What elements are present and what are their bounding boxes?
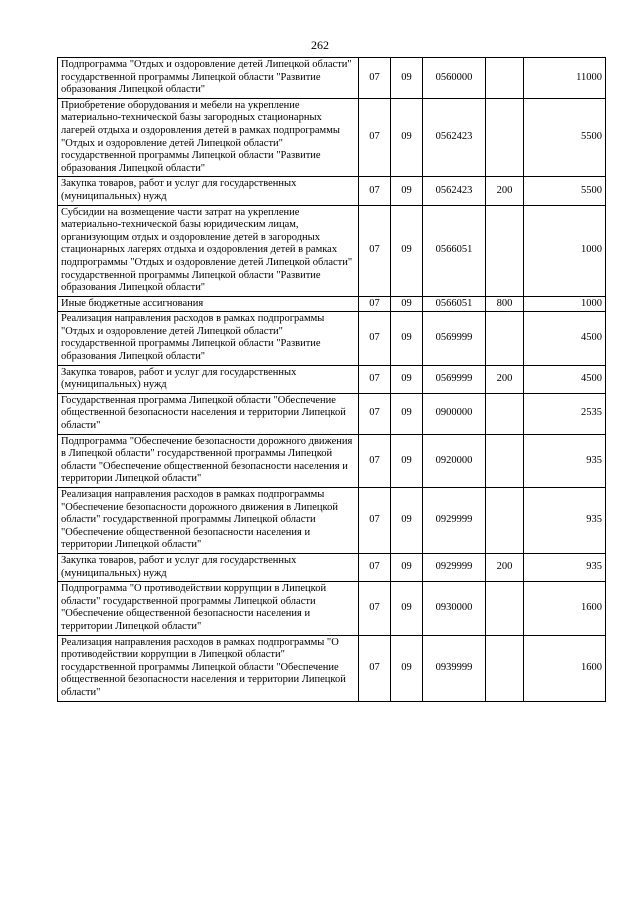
table-row (58, 296, 606, 312)
table-row (58, 553, 606, 581)
cell-name: Подпрограмма "Отдых и оздоровление детей Липецкой области" государственной программы Липецкой области "Развитие образования Липецкой области" (58, 58, 359, 99)
cell-amount: 1600 (524, 635, 606, 701)
cell-section: 07 (359, 553, 391, 581)
cell-subsection: 09 (391, 635, 423, 701)
cell-target-code: 0939999 (423, 635, 486, 701)
cell-section: 07 (359, 296, 391, 312)
cell-amount: 11000 (524, 58, 606, 99)
cell-subsection: 09 (391, 98, 423, 177)
table-row (58, 635, 606, 701)
cell-name: Приобретение оборудования и мебели на укрепление материально-технической базы загородных стационарных лагерей отдыха и оздоровления детей в рамках подпрограммы "Отдых и оздоровление детей Липецкой области" государственной программы Липецкой области "Развитие образования Липецкой области" (58, 98, 359, 177)
cell-expense-type (486, 488, 524, 554)
cell-target-code: 0900000 (423, 393, 486, 434)
cell-name: Реализация направления расходов в рамках подпрограммы "О противодействии коррупции в Липецкой области" государственной программы Липецкой области "Обеспечение общественной безопасности населения и территории Липецкой области" (58, 635, 359, 701)
cell-subsection: 09 (391, 365, 423, 393)
cell-name: Закупка товаров, работ и услуг для государственных (муниципальных) нужд (58, 365, 359, 393)
cell-name: Подпрограмма "Обеспечение безопасности дорожного движения в Липецкой области" государственной программы Липецкой области "Обеспечение общественной безопасности населения и территории Липецкой области" (58, 434, 359, 487)
cell-target-code: 0562423 (423, 98, 486, 177)
cell-target-code: 0566051 (423, 296, 486, 312)
cell-section: 07 (359, 365, 391, 393)
cell-target-code: 0920000 (423, 434, 486, 487)
cell-amount: 2535 (524, 393, 606, 434)
cell-section: 07 (359, 488, 391, 554)
cell-amount: 4500 (524, 312, 606, 365)
cell-section: 07 (359, 582, 391, 635)
cell-name: Закупка товаров, работ и услуг для государственных (муниципальных) нужд (58, 553, 359, 581)
cell-amount: 1600 (524, 582, 606, 635)
cell-subsection: 09 (391, 434, 423, 487)
cell-subsection: 09 (391, 553, 423, 581)
cell-name: Иные бюджетные ассигнования (58, 296, 359, 312)
cell-section: 07 (359, 205, 391, 296)
cell-expense-type (486, 98, 524, 177)
cell-target-code: 0569999 (423, 365, 486, 393)
cell-name: Субсидии на возмещение части затрат на укрепление материально-технической базы юридическим лицам, организующим отдых и оздоровление детей в загородных стационарных лагерях отдыха и оздоровления детей в рамках подпрограммы "Отдых и оздоровление детей Липецкой области" государственной программы Липецкой области "Развитие образования Липецкой области" (58, 205, 359, 296)
cell-expense-type: 200 (486, 177, 524, 205)
cell-subsection: 09 (391, 488, 423, 554)
cell-subsection: 09 (391, 58, 423, 99)
cell-section: 07 (359, 393, 391, 434)
table-row (58, 177, 606, 205)
table-row (58, 98, 606, 177)
table-row (58, 365, 606, 393)
cell-amount: 1000 (524, 205, 606, 296)
cell-expense-type: 200 (486, 553, 524, 581)
cell-subsection: 09 (391, 312, 423, 365)
cell-expense-type (486, 312, 524, 365)
cell-expense-type (486, 58, 524, 99)
cell-name: Закупка товаров, работ и услуг для государственных (муниципальных) нужд (58, 177, 359, 205)
cell-expense-type: 200 (486, 365, 524, 393)
cell-amount: 5500 (524, 177, 606, 205)
table-row (58, 434, 606, 487)
cell-subsection: 09 (391, 177, 423, 205)
table-row (58, 58, 606, 99)
cell-target-code: 0560000 (423, 58, 486, 99)
cell-target-code: 0929999 (423, 488, 486, 554)
cell-section: 07 (359, 58, 391, 99)
table-row (58, 582, 606, 635)
cell-name: Реализация направления расходов в рамках подпрограммы "Обеспечение безопасности дорожного движения в Липецкой области" государственной программы Липецкой области "Обеспечение общественной безопасности населения и территории Липецкой области" (58, 488, 359, 554)
cell-target-code: 0562423 (423, 177, 486, 205)
cell-expense-type (486, 205, 524, 296)
table-body (58, 58, 606, 702)
cell-target-code: 0930000 (423, 582, 486, 635)
cell-section: 07 (359, 635, 391, 701)
cell-target-code: 0929999 (423, 553, 486, 581)
cell-amount: 935 (524, 434, 606, 487)
cell-expense-type (486, 635, 524, 701)
cell-amount: 4500 (524, 365, 606, 393)
cell-amount: 935 (524, 553, 606, 581)
cell-name: Подпрограмма "О противодействии коррупции в Липецкой области" государственной программы Липецкой области "Обеспечение общественной безопасности населения и территории Липецкой области" (58, 582, 359, 635)
table-row (58, 205, 606, 296)
cell-name: Реализация направления расходов в рамках подпрограммы "Отдых и оздоровление детей Липецкой области" государственной программы Липецкой области "Развитие образования Липецкой области" (58, 312, 359, 365)
cell-target-code: 0569999 (423, 312, 486, 365)
cell-expense-type (486, 434, 524, 487)
cell-subsection: 09 (391, 393, 423, 434)
table-row (58, 312, 606, 365)
cell-section: 07 (359, 177, 391, 205)
table-row (58, 393, 606, 434)
cell-section: 07 (359, 312, 391, 365)
cell-expense-type: 800 (486, 296, 524, 312)
cell-subsection: 09 (391, 205, 423, 296)
cell-expense-type (486, 393, 524, 434)
cell-section: 07 (359, 98, 391, 177)
cell-amount: 5500 (524, 98, 606, 177)
page-number: 262 (311, 38, 329, 52)
cell-subsection: 09 (391, 296, 423, 312)
table-row (58, 488, 606, 554)
cell-expense-type (486, 582, 524, 635)
cell-section: 07 (359, 434, 391, 487)
cell-subsection: 09 (391, 582, 423, 635)
cell-amount: 935 (524, 488, 606, 554)
cell-target-code: 0566051 (423, 205, 486, 296)
cell-name: Государственная программа Липецкой области "Обеспечение общественной безопасности населения и территории Липецкой области" (58, 393, 359, 434)
cell-amount: 1000 (524, 296, 606, 312)
budget-table (57, 57, 606, 702)
